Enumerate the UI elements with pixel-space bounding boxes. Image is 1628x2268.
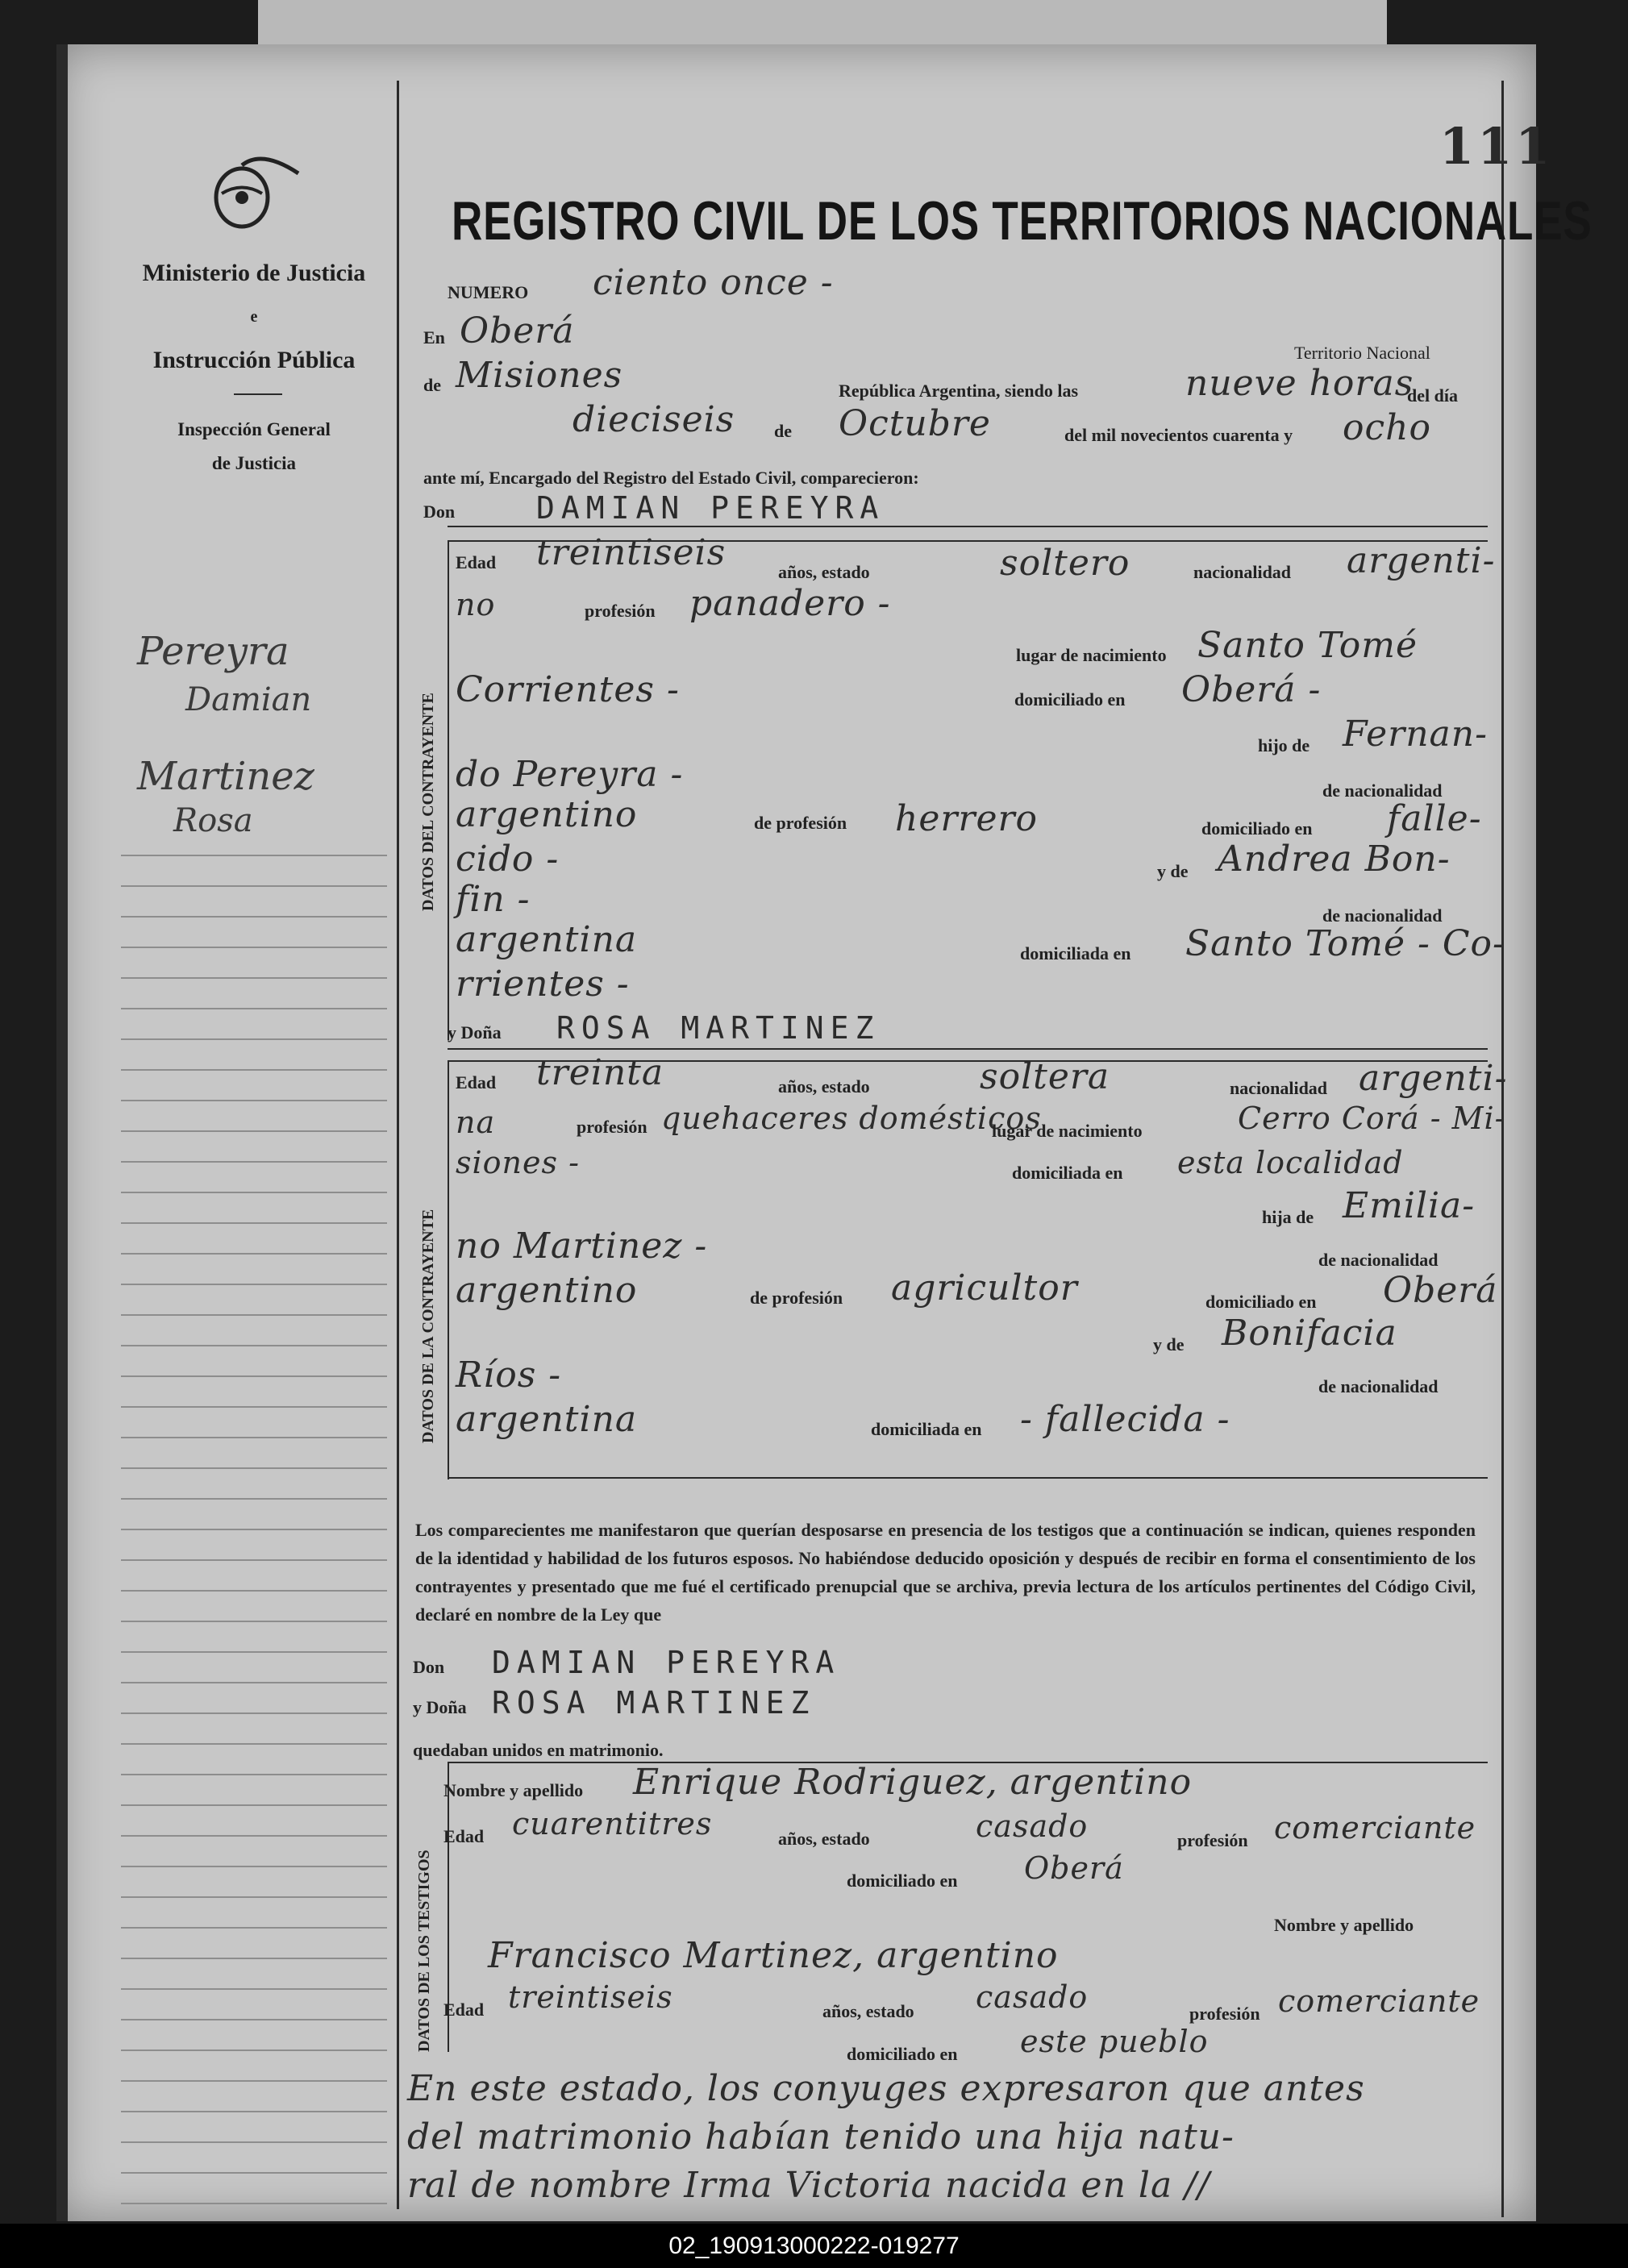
previous-page-strip: [258, 0, 1387, 44]
f-dom-label: domiciliada en: [1012, 1163, 1123, 1183]
margin-ruled-line: [121, 1712, 387, 1714]
margin-ruled-line: [121, 1161, 387, 1163]
contrayenta-section-label: DATOS DE LA CONTRAYENTE: [419, 1209, 437, 1443]
margin-ruled-line: [121, 1314, 387, 1316]
note-line3: ral de nombre Irma Victoria nacida en la //: [407, 2165, 1210, 2206]
c-nac-value: argenti-: [1347, 540, 1496, 581]
margin-ruled-line: [121, 1345, 387, 1346]
anio-label: del mil novecientos cuarenta y: [1064, 425, 1293, 445]
margin-ruled-line: [121, 2141, 387, 2143]
del-dia-label: del día: [1407, 385, 1458, 406]
margin-ruled-line: [121, 1130, 387, 1132]
c-lugar-value: Santo Tomé: [1197, 625, 1418, 666]
f-padre-prof-label: de profesión: [750, 1288, 843, 1308]
f-padre-cont: no Martinez -: [456, 1226, 708, 1267]
national-emblem-icon: [206, 149, 302, 238]
c-padre-dom-cont: cido -: [456, 839, 560, 880]
de-value: Misiones: [456, 355, 623, 396]
t2-dom-label: domiciliado en: [847, 2044, 958, 2064]
margin-ruled-line: [121, 1958, 387, 1959]
f-hija-label: hija de: [1262, 1207, 1314, 1227]
f-dom-value: esta localidad: [1177, 1145, 1404, 1180]
decl-don-label: Don: [413, 1657, 445, 1677]
de2-label: de: [774, 421, 792, 441]
dona-underline: [448, 1048, 1488, 1050]
f-nac-label: nacionalidad: [1230, 1078, 1328, 1098]
margin-ruled-line: [121, 1927, 387, 1929]
f-lugar-label: lugar de nacimiento: [992, 1121, 1143, 1141]
decl-dona-label: y Doña: [413, 1697, 467, 1717]
f-madre-dom-label: domiciliada en: [871, 1419, 982, 1439]
ministry-line5: de Justicia: [211, 453, 297, 473]
ministry-line1: Ministerio de Justicia: [142, 260, 366, 286]
margin-ruled-line: [121, 1008, 387, 1009]
contrayente-box-left: [448, 540, 449, 1040]
testigos-section-label: DATOS DE LOS TESTIGOS: [415, 1850, 433, 2052]
t2-prof-label: profesión: [1189, 2004, 1260, 2024]
margin-ruled-line: [121, 1100, 387, 1101]
margin-ruled-line: [121, 1896, 387, 1898]
margin-ruled-line: [121, 1437, 387, 1438]
don-value: DAMIAN PEREYRA: [536, 490, 885, 526]
decl-don-value: DAMIAN PEREYRA: [492, 1645, 841, 1680]
margin-note-surname: Pereyra: [137, 629, 289, 674]
ministry-line2: e: [250, 308, 258, 326]
mes-value: Octubre: [839, 403, 991, 444]
c-padre-dom-label: domiciliado en: [1201, 818, 1313, 839]
margin-ruled-line: [121, 1866, 387, 1867]
t2-nombre-value: Francisco Martinez, argentino: [488, 1935, 1059, 1976]
note-line1: En este estado, los conyuges expresaron que antes: [407, 2068, 1365, 2109]
f-prof-value: quehaceres domésticos: [661, 1101, 1042, 1136]
f-edad-value: treinta: [536, 1052, 664, 1093]
f-edad-label: Edad: [456, 1072, 497, 1092]
c-madre-dom-cont: rrientes -: [456, 963, 630, 1005]
contrayenta-box-left: [448, 1060, 449, 1479]
c-padre-prof-label: de profesión: [754, 813, 847, 833]
margin-ruled-line: [121, 1498, 387, 1500]
t1-dom-label: domiciliado en: [847, 1871, 958, 1891]
c-dom-label: domiciliado en: [1014, 689, 1126, 710]
contrayente-section-label: DATOS DEL CONTRAYENTE: [419, 693, 437, 911]
c-madre-nac-label: de nacionalidad: [1322, 905, 1443, 926]
ministry-line4: Inspección General: [177, 419, 331, 439]
c-yde-label: y de: [1157, 861, 1189, 881]
margin-ruled-line: [121, 2080, 387, 2082]
margin-ruled-line: [121, 1253, 387, 1255]
f-padre-dom-label: domiciliado en: [1205, 1292, 1317, 1312]
f-nac-cont: na: [456, 1105, 496, 1140]
en-label: En: [423, 327, 445, 347]
t1-edad-label: Edad: [443, 1826, 485, 1846]
t1-prof-label: profesión: [1177, 1830, 1248, 1850]
republica-label: República Argentina, siendo las: [839, 381, 1079, 401]
c-madre-dom-label: domiciliada en: [1020, 943, 1131, 963]
margin-ruled-line: [121, 1774, 387, 1775]
c-anios-label: años, estado: [778, 562, 870, 582]
ministry-line3: Instrucción Pública: [152, 347, 356, 373]
c-padre-dom-value: falle-: [1387, 798, 1482, 839]
margin-ruled-line: [121, 1621, 387, 1622]
t1-prof-value: comerciante: [1274, 1810, 1476, 1846]
f-padre-nac-label: de nacionalidad: [1318, 1250, 1439, 1270]
margin-ruled-line: [121, 1804, 387, 1806]
c-hijo-label: hijo de: [1258, 735, 1310, 755]
numero-label: NUMERO: [448, 282, 529, 302]
t1-nombre-value: Enrique Rodriguez, argentino: [633, 1762, 1193, 1803]
en-value: Oberá: [460, 310, 575, 352]
dia-value: dieciseis: [573, 399, 735, 440]
c-madre-dom-value: Santo Tomé - Co-: [1185, 923, 1505, 964]
anio-value: ocho: [1343, 407, 1431, 448]
numero-value: ciento once -: [593, 262, 834, 303]
c-lugar-label: lugar de nacimiento: [1016, 645, 1167, 665]
t1-edad-value: cuarentitres: [512, 1806, 713, 1841]
f-estado-value: soltera: [980, 1056, 1110, 1097]
margin-ruled-line: [121, 977, 387, 979]
t2-dom-value: este pueblo: [1020, 2024, 1209, 2059]
t1-nombre-label: Nombre y apellido: [443, 1780, 584, 1800]
margin-ruled-line: [121, 1467, 387, 1469]
c-prof-value: panadero -: [689, 583, 891, 624]
t2-estado-value: casado: [976, 1979, 1089, 2015]
f-padre-nac-value: argentino: [456, 1270, 638, 1311]
f-yde-label: y de: [1153, 1334, 1185, 1355]
c-nac-cont: no: [456, 587, 496, 622]
margin-ruled-line: [121, 916, 387, 918]
margin-ruled-line: [121, 1835, 387, 1837]
margin-ruled-line: [121, 1988, 387, 1990]
c-padre-prof-value: herrero: [895, 798, 1039, 839]
t2-nombre-label: Nombre y apellido: [1274, 1915, 1414, 1935]
image-caption: 02_190913000222-019277: [0, 2224, 1628, 2268]
t2-anios-label: años, estado: [822, 2001, 914, 2021]
c-estado-value: soltero: [1000, 543, 1130, 584]
margin-ruled-line: [121, 2111, 387, 2112]
c-edad-value: treintiseis: [536, 532, 727, 573]
c-padre-nac-value: argentino: [456, 794, 638, 835]
f-madre-nac-label: de nacionalidad: [1318, 1376, 1439, 1396]
t1-estado-value: casado: [976, 1808, 1089, 1844]
f-madre-nac-value: argentina: [456, 1399, 638, 1440]
f-lugar-cont: siones -: [456, 1145, 580, 1180]
margin-ruled-line: [121, 1375, 387, 1377]
unidos-text: quedaban unidos en matrimonio.: [413, 1740, 664, 1760]
margin-ruled-line: [121, 2050, 387, 2051]
t1-anios-label: años, estado: [778, 1829, 870, 1849]
t1-dom-value: Oberá: [1024, 1850, 1124, 1886]
margin-ruled-line: [121, 1038, 387, 1040]
margin-ruled-line: [121, 885, 387, 887]
t2-edad-label: Edad: [443, 2000, 485, 2020]
don-underline: [448, 526, 1488, 527]
dona-label: y Doña: [448, 1022, 502, 1042]
margin-ruled-line: [121, 1743, 387, 1745]
f-padre-dom-value: Oberá: [1383, 1270, 1498, 1311]
c-madre-value: Andrea Bon-: [1218, 839, 1451, 880]
margin-ruled-line: [121, 1559, 387, 1561]
dona-value: ROSA MARTINEZ: [556, 1010, 881, 1046]
c-madre-cont: fin -: [456, 879, 531, 920]
c-prof-label: profesión: [585, 601, 656, 621]
page-binding: [56, 44, 68, 2221]
margin-ruled-line: [121, 1406, 387, 1408]
decl-dona-value: ROSA MARTINEZ: [492, 1685, 816, 1721]
margin-ruled-line: [121, 1192, 387, 1193]
margin-ruled-line: [121, 1682, 387, 1683]
note-line2: del matrimonio habían tenido una hija natu-: [407, 2116, 1235, 2158]
c-dom-value: Oberá -: [1181, 669, 1322, 710]
margin-note-name2: Rosa: [173, 802, 253, 839]
margin-note-name: Damian: [185, 681, 312, 718]
territorio-label: Territorio Nacional: [1294, 343, 1430, 363]
ante-label: ante mí, Encargado del Registro del Estado Civil, comparecieron:: [423, 468, 919, 488]
f-prof-label: profesión: [577, 1117, 647, 1137]
margin-ruled-line: [121, 1651, 387, 1653]
contrayenta-box-bottom: [448, 1477, 1488, 1479]
f-madre-value: Bonifacia: [1222, 1313, 1397, 1354]
margin-ruled-line: [121, 1529, 387, 1530]
margin-ruled-line: [121, 2172, 387, 2174]
t2-edad-value: treintiseis: [508, 1979, 673, 2015]
margin-ruled-line: [121, 855, 387, 856]
margin-ruled-line: [121, 2203, 387, 2204]
f-madre-cont: Ríos -: [456, 1355, 562, 1396]
c-nac-label: nacionalidad: [1193, 562, 1292, 582]
margin-divider: [397, 81, 399, 2209]
f-lugar-value: Cerro Corá - Mi-: [1238, 1101, 1506, 1136]
c-padre-cont: do Pereyra -: [456, 754, 684, 795]
c-madre-nac-value: argentina: [456, 919, 638, 960]
c-lugar-cont: Corrientes -: [456, 669, 680, 710]
t2-prof-value: comerciante: [1278, 1983, 1480, 2019]
de-label: de: [423, 375, 441, 395]
f-anios-label: años, estado: [778, 1076, 870, 1097]
page-title: REGISTRO CIVIL DE LOS TERRITORIOS NACIONALES: [452, 190, 1593, 252]
margin-ruled-line: [121, 2019, 387, 2020]
c-padre-nac-label: de nacionalidad: [1322, 780, 1443, 801]
margin-ruled-line: [121, 1069, 387, 1071]
margin-ruled-line: [121, 1284, 387, 1285]
f-nac-value: argenti-: [1359, 1058, 1508, 1099]
margin-note-surname2: Martinez: [137, 754, 314, 799]
margin-ruled-line: [121, 1590, 387, 1592]
horas-value: nueve horas: [1185, 363, 1414, 404]
margin-ruled-line: [121, 1222, 387, 1224]
f-padre-value: Emilia-: [1343, 1185, 1476, 1226]
f-madre-dom-value: - fallecida -: [1020, 1399, 1230, 1440]
c-padre-value: Fernan-: [1343, 714, 1488, 755]
don-label: Don: [423, 501, 456, 522]
page-number: 111: [1439, 117, 1554, 176]
ministry-divider: [234, 393, 282, 395]
right-border-line: [1501, 81, 1504, 2217]
margin-ruled-line: [121, 947, 387, 948]
declaration-paragraph: Los comparecientes me manifestaron que querían desposarse en presencia de los testigos que a continuación se indican, quienes responden de la identidad y habilidad de los futuros esposos. No habiéndose deducido oposición y después de recibir en forma el consentimiento de los contrayentes y presentado que me fué el certificado prenupcial que se archiva, previa lectura de los artículos pertinentes del Código Civil, declaré en nombre de la Ley que: [415, 1520, 1476, 1625]
f-padre-prof-value: agricultor: [891, 1267, 1078, 1309]
c-edad-label: Edad: [456, 552, 497, 572]
